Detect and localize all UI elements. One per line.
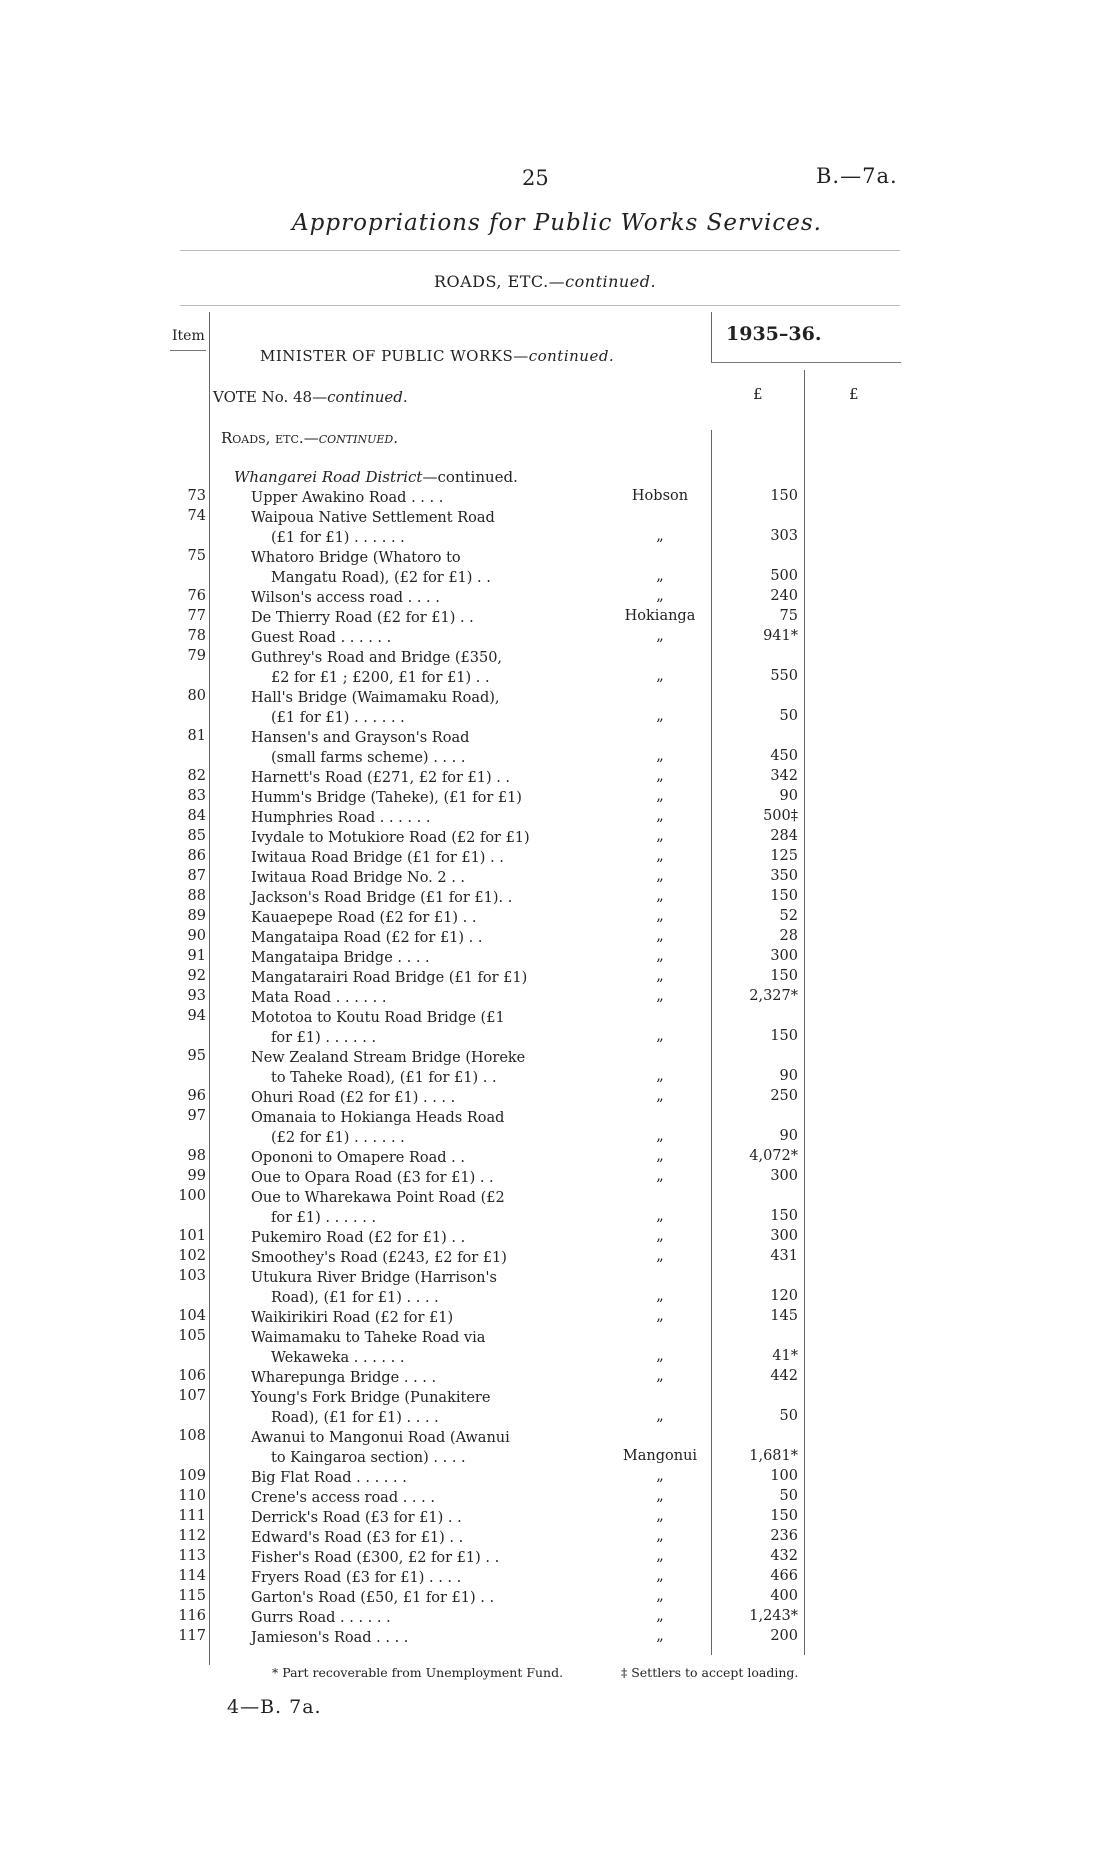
row-description xyxy=(251,648,551,688)
row-description-line: Awanui to Mangonui Road (Awanui xyxy=(251,1430,510,1446)
row-description xyxy=(251,1168,551,1188)
row-description-line: Ivydale to Motukiore Road (£2 for £1) xyxy=(251,830,530,846)
row-amount: 350 xyxy=(770,868,798,884)
item-rule xyxy=(170,350,206,351)
row-item-number: 82 xyxy=(187,768,206,784)
row-item-number: 85 xyxy=(187,828,206,844)
row-description xyxy=(251,768,551,788)
row-description xyxy=(251,1528,551,1548)
row-description-line: to Taheke Road), (£1 for £1) . . xyxy=(271,1070,497,1086)
row-amount: 550 xyxy=(770,668,798,684)
row-amount: 2,327* xyxy=(749,988,798,1004)
row-description-line: Ohuri Road (£2 for £1) . . . . xyxy=(251,1090,456,1106)
row-description-line: Oue to Wharekawa Point Road (£2 xyxy=(251,1190,505,1206)
row-district: „ xyxy=(656,848,664,864)
amount-column-right-divider xyxy=(804,370,805,1655)
row-district: „ xyxy=(656,1028,664,1044)
row-amount: 342 xyxy=(770,768,798,784)
row-description xyxy=(251,548,551,588)
row-item-number: 91 xyxy=(187,948,206,964)
row-district: „ xyxy=(656,528,664,544)
row-description xyxy=(251,788,551,808)
row-amount: 50 xyxy=(779,1408,798,1424)
row-item-number: 96 xyxy=(187,1088,206,1104)
row-amount: 941* xyxy=(763,628,798,644)
row-amount: 75 xyxy=(779,608,798,624)
row-district: „ xyxy=(656,1248,664,1264)
row-description-line: Young's Fork Bridge (Punakitere xyxy=(251,1390,491,1406)
row-district: „ xyxy=(656,1608,664,1624)
row-description-line: for £1) . . . . . . xyxy=(271,1210,377,1226)
row-description-line: Wilson's access road . . . . xyxy=(251,590,440,606)
row-description xyxy=(251,628,551,648)
row-district: Hobson xyxy=(631,488,689,504)
row-amount: 150 xyxy=(770,888,798,904)
row-amount: 240 xyxy=(770,588,798,604)
row-description xyxy=(251,588,551,608)
roads-text: Roads, etc.— xyxy=(221,429,319,447)
row-district: „ xyxy=(656,868,664,884)
row-description-line: Mangatu Road), (£2 for £1) . . xyxy=(271,570,491,586)
row-amount: 90 xyxy=(779,788,798,804)
row-district: „ xyxy=(656,788,664,804)
row-district: Mangonui xyxy=(622,1448,698,1464)
minister-italic: continued. xyxy=(528,347,615,365)
document-reference: B.—7a. xyxy=(816,164,898,188)
row-item-number: 94 xyxy=(187,1008,206,1024)
title-rule xyxy=(180,250,900,251)
row-description xyxy=(251,1008,551,1048)
row-item-number: 81 xyxy=(187,728,206,744)
row-amount: 150 xyxy=(770,1028,798,1044)
row-district: „ xyxy=(656,1088,664,1104)
row-description xyxy=(251,1568,551,1588)
row-amount: 145 xyxy=(770,1308,798,1324)
row-item-number: 114 xyxy=(178,1568,206,1584)
minister-text: MINISTER OF PUBLIC WORKS— xyxy=(260,347,529,365)
row-description xyxy=(251,1188,551,1228)
row-item-number: 95 xyxy=(187,1048,206,1064)
row-item-number: 108 xyxy=(178,1428,206,1444)
row-item-number: 103 xyxy=(178,1268,206,1284)
page-title: Appropriations for Public Works Services. xyxy=(292,210,822,236)
row-description-line: Waipoua Native Settlement Road xyxy=(251,510,495,526)
row-district: „ xyxy=(656,948,664,964)
footnote-unemployment: * Part recoverable from Unemployment Fund. xyxy=(272,1665,564,1680)
row-district: „ xyxy=(656,828,664,844)
row-amount: 150 xyxy=(770,1508,798,1524)
row-description xyxy=(251,1388,551,1428)
vote-text: VOTE No. 48— xyxy=(213,388,328,406)
row-description xyxy=(251,828,551,848)
row-amount: 1,681* xyxy=(749,1448,798,1464)
row-description xyxy=(251,1328,551,1368)
subtitle-italic: continued. xyxy=(565,272,657,291)
row-description-line: Fisher's Road (£300, £2 for £1) . . xyxy=(251,1550,500,1566)
year-column-divider xyxy=(711,312,712,363)
row-item-number: 84 xyxy=(187,808,206,824)
row-description-line: Smoothey's Road (£243, £2 for £1) xyxy=(251,1250,507,1266)
row-description-line: De Thierry Road (£2 for £1) . . xyxy=(251,610,474,626)
row-amount: 28 xyxy=(779,928,798,944)
row-description-line: New Zealand Stream Bridge (Horeke xyxy=(251,1050,526,1066)
row-amount: 90 xyxy=(779,1128,798,1144)
row-description-line: (£1 for £1) . . . . . . xyxy=(271,530,405,546)
row-amount: 120 xyxy=(770,1288,798,1304)
row-description-line: Mangatarairi Road Bridge (£1 for £1) xyxy=(251,970,528,986)
row-amount: 300 xyxy=(770,948,798,964)
row-description xyxy=(251,928,551,948)
row-district: „ xyxy=(656,1508,664,1524)
row-description xyxy=(251,508,551,548)
row-amount: 442 xyxy=(770,1368,798,1384)
row-item-number: 106 xyxy=(178,1368,206,1384)
row-item-number: 97 xyxy=(187,1108,206,1124)
row-item-number: 78 xyxy=(187,628,206,644)
row-description-line: Edward's Road (£3 for £1) . . xyxy=(251,1530,464,1546)
row-description-line: Omanaia to Hokianga Heads Road xyxy=(251,1110,505,1126)
row-item-number: 83 xyxy=(187,788,206,804)
row-item-number: 87 xyxy=(187,868,206,884)
row-description xyxy=(251,1368,551,1388)
row-description-line: Utukura River Bridge (Harrison's xyxy=(251,1270,497,1286)
row-description xyxy=(251,988,551,1008)
row-description xyxy=(251,1628,551,1648)
row-district: „ xyxy=(656,968,664,984)
row-district: „ xyxy=(656,928,664,944)
item-column-divider xyxy=(209,312,210,1665)
district-name: Whangarei Road District xyxy=(234,468,423,486)
row-amount: 450 xyxy=(770,748,798,764)
row-amount: 236 xyxy=(770,1528,798,1544)
row-item-number: 73 xyxy=(187,488,206,504)
row-district: „ xyxy=(656,748,664,764)
row-description-line: Mangataipa Bridge . . . . xyxy=(251,950,430,966)
row-item-number: 92 xyxy=(187,968,206,984)
row-amount: 100 xyxy=(770,1468,798,1484)
header-rule xyxy=(180,305,900,306)
row-amount: 50 xyxy=(779,708,798,724)
row-amount: 150 xyxy=(770,488,798,504)
row-amount: 284 xyxy=(770,828,798,844)
row-description-line: Jamieson's Road . . . . xyxy=(251,1630,409,1646)
currency-symbol-1: £ xyxy=(753,385,763,403)
row-description-line: Hansen's and Grayson's Road xyxy=(251,730,470,746)
row-item-number: 102 xyxy=(178,1248,206,1264)
row-amount: 150 xyxy=(770,1208,798,1224)
row-description-line: Waimamaku to Taheke Road via xyxy=(251,1330,486,1346)
row-description-line: to Kaingaroa section) . . . . xyxy=(271,1450,466,1466)
row-amount: 400 xyxy=(770,1588,798,1604)
year-column-header: 1935–36. xyxy=(726,323,822,345)
row-item-number: 90 xyxy=(187,928,206,944)
row-item-number: 86 xyxy=(187,848,206,864)
row-district: „ xyxy=(656,1528,664,1544)
row-description-line: Kauaepepe Road (£2 for £1) . . xyxy=(251,910,477,926)
row-district: Hokianga xyxy=(624,608,696,624)
row-amount: 90 xyxy=(779,1068,798,1084)
row-description xyxy=(251,1248,551,1268)
subtitle-text: ROADS, ETC.— xyxy=(433,272,566,291)
row-description xyxy=(251,868,551,888)
district-suffix: —continued. xyxy=(422,468,518,486)
row-district: „ xyxy=(656,1568,664,1584)
row-description-line: Hall's Bridge (Waimamaku Road), xyxy=(251,690,500,706)
row-description xyxy=(251,1508,551,1528)
row-description-line: Upper Awakino Road . . . . xyxy=(251,490,444,506)
row-description-line: £2 for £1 ; £200, £1 for £1) . . xyxy=(271,670,490,686)
row-amount: 200 xyxy=(770,1628,798,1644)
row-description xyxy=(251,608,551,628)
row-description-line: Iwitaua Road Bridge (£1 for £1) . . xyxy=(251,850,504,866)
row-description xyxy=(251,1268,551,1308)
row-description xyxy=(251,908,551,928)
row-amount: 300 xyxy=(770,1228,798,1244)
district-heading xyxy=(234,468,518,486)
row-description-line: Whatoro Bridge (Whatoro to xyxy=(251,550,461,566)
row-amount: 1,243* xyxy=(749,1608,798,1624)
row-item-number: 99 xyxy=(187,1168,206,1184)
row-item-number: 79 xyxy=(187,648,206,664)
section-subtitle xyxy=(0,272,1090,291)
row-district: „ xyxy=(656,1228,664,1244)
row-item-number: 105 xyxy=(178,1328,206,1344)
row-description-line: Road), (£1 for £1) . . . . xyxy=(271,1410,439,1426)
footer-page-marker: 4—B. 7a. xyxy=(227,1696,322,1718)
vote-heading xyxy=(213,388,408,406)
row-district: „ xyxy=(656,888,664,904)
row-district: „ xyxy=(656,808,664,824)
row-description xyxy=(251,1148,551,1168)
row-description xyxy=(251,1048,551,1088)
row-district: „ xyxy=(656,768,664,784)
row-description xyxy=(251,1488,551,1508)
row-description-line: (£2 for £1) . . . . . . xyxy=(271,1130,405,1146)
row-description-line: for £1) . . . . . . xyxy=(271,1030,377,1046)
amount-column-left-divider xyxy=(711,430,712,1655)
row-description xyxy=(251,1608,551,1628)
row-amount: 466 xyxy=(770,1568,798,1584)
row-district: „ xyxy=(656,1588,664,1604)
row-description xyxy=(251,1088,551,1108)
row-district: „ xyxy=(656,1308,664,1324)
row-item-number: 98 xyxy=(187,1148,206,1164)
row-description-line: Fryers Road (£3 for £1) . . . . xyxy=(251,1570,462,1586)
row-item-number: 80 xyxy=(187,688,206,704)
roads-heading xyxy=(221,429,398,447)
currency-symbol-2: £ xyxy=(849,385,859,403)
row-item-number: 107 xyxy=(178,1388,206,1404)
row-description-line: Mangataipa Road (£2 for £1) . . xyxy=(251,930,483,946)
row-description-line: Waikirikiri Road (£2 for £1) xyxy=(251,1310,454,1326)
row-description-line: Crene's access road . . . . xyxy=(251,1490,435,1506)
row-item-number: 115 xyxy=(178,1588,206,1604)
page-number: 25 xyxy=(522,166,549,190)
row-item-number: 113 xyxy=(178,1548,206,1564)
row-description xyxy=(251,1108,551,1148)
row-description-line: Road), (£1 for £1) . . . . xyxy=(271,1290,439,1306)
row-district: „ xyxy=(656,1628,664,1644)
row-description-line: Humm's Bridge (Taheke), (£1 for £1) xyxy=(251,790,522,806)
row-description-line: Mata Road . . . . . . xyxy=(251,990,387,1006)
row-description xyxy=(251,1588,551,1608)
row-amount: 303 xyxy=(770,528,798,544)
row-amount: 500 xyxy=(770,568,798,584)
row-item-number: 117 xyxy=(178,1628,206,1644)
row-district: „ xyxy=(656,588,664,604)
row-description-line: Humphries Road . . . . . . xyxy=(251,810,431,826)
row-item-number: 75 xyxy=(187,548,206,564)
row-item-number: 89 xyxy=(187,908,206,924)
row-description xyxy=(251,1228,551,1248)
row-description xyxy=(251,808,551,828)
row-district: „ xyxy=(656,1128,664,1144)
row-description xyxy=(251,1308,551,1328)
row-district: „ xyxy=(656,668,664,684)
row-description-line: Oue to Opara Road (£3 for £1) . . xyxy=(251,1170,494,1186)
row-item-number: 74 xyxy=(187,508,206,524)
row-amount: 431 xyxy=(770,1248,798,1264)
row-amount: 150 xyxy=(770,968,798,984)
row-item-number: 116 xyxy=(178,1608,206,1624)
row-district: „ xyxy=(656,988,664,1004)
row-description-line: Derrick's Road (£3 for £1) . . xyxy=(251,1510,462,1526)
row-amount: 300 xyxy=(770,1168,798,1184)
row-description xyxy=(251,1468,551,1488)
row-amount: 50 xyxy=(779,1488,798,1504)
row-description-line: Mototoa to Koutu Road Bridge (£1 xyxy=(251,1010,505,1026)
row-description xyxy=(251,1428,551,1468)
row-description-line: Gurrs Road . . . . . . xyxy=(251,1610,391,1626)
row-district: „ xyxy=(656,1208,664,1224)
row-district: „ xyxy=(656,1368,664,1384)
row-description xyxy=(251,888,551,908)
row-description-line: Iwitaua Road Bridge No. 2 . . xyxy=(251,870,466,886)
row-description xyxy=(251,848,551,868)
roads-italic: continued. xyxy=(318,429,398,447)
row-description xyxy=(251,1548,551,1568)
row-district: „ xyxy=(656,1168,664,1184)
row-item-number: 93 xyxy=(187,988,206,1004)
row-item-number: 112 xyxy=(178,1528,206,1544)
row-district: „ xyxy=(656,568,664,584)
row-description-line: Jackson's Road Bridge (£1 for £1). . xyxy=(251,890,513,906)
row-item-number: 100 xyxy=(178,1188,206,1204)
row-amount: 125 xyxy=(770,848,798,864)
row-description-line: Wekaweka . . . . . . xyxy=(271,1350,405,1366)
row-district: „ xyxy=(656,1068,664,1084)
vote-italic: continued. xyxy=(327,388,408,406)
row-amount: 4,072* xyxy=(749,1148,798,1164)
row-description xyxy=(251,948,551,968)
row-description xyxy=(251,728,551,768)
row-district: „ xyxy=(656,1148,664,1164)
row-amount: 500‡ xyxy=(763,808,798,824)
row-description-line: Harnett's Road (£271, £2 for £1) . . xyxy=(251,770,511,786)
row-description-line: Garton's Road (£50, £1 for £1) . . xyxy=(251,1590,495,1606)
row-description xyxy=(251,968,551,988)
row-district: „ xyxy=(656,1288,664,1304)
row-district: „ xyxy=(656,628,664,644)
row-item-number: 110 xyxy=(178,1488,206,1504)
row-description-line: Wharepunga Bridge . . . . xyxy=(251,1370,437,1386)
row-district: „ xyxy=(656,908,664,924)
row-item-number: 109 xyxy=(178,1468,206,1484)
row-item-number: 88 xyxy=(187,888,206,904)
minister-heading xyxy=(260,347,614,365)
row-description-line: Guthrey's Road and Bridge (£350, xyxy=(251,650,503,666)
row-item-number: 111 xyxy=(178,1508,206,1524)
row-item-number: 101 xyxy=(178,1228,206,1244)
row-district: „ xyxy=(656,1488,664,1504)
row-item-number: 77 xyxy=(187,608,206,624)
row-description-line: Opononi to Omapere Road . . xyxy=(251,1150,465,1166)
row-amount: 432 xyxy=(770,1548,798,1564)
year-rule xyxy=(711,362,901,363)
item-column-header: Item xyxy=(172,328,205,344)
row-item-number: 76 xyxy=(187,588,206,604)
row-description-line: Guest Road . . . . . . xyxy=(251,630,392,646)
row-district: „ xyxy=(656,1548,664,1564)
row-amount: 250 xyxy=(770,1088,798,1104)
row-description-line: (small farms scheme) . . . . xyxy=(271,750,466,766)
row-description-line: Big Flat Road . . . . . . xyxy=(251,1470,407,1486)
row-district: „ xyxy=(656,1408,664,1424)
row-district: „ xyxy=(656,1348,664,1364)
footnote-settlers: ‡ Settlers to accept loading. xyxy=(621,1665,799,1680)
row-item-number: 104 xyxy=(178,1308,206,1324)
row-amount: 41* xyxy=(772,1348,798,1364)
row-district: „ xyxy=(656,1468,664,1484)
row-description xyxy=(251,688,551,728)
row-description-line: Pukemiro Road (£2 for £1) . . xyxy=(251,1230,466,1246)
row-description-line: (£1 for £1) . . . . . . xyxy=(271,710,405,726)
row-description xyxy=(251,488,551,508)
row-district: „ xyxy=(656,708,664,724)
row-amount: 52 xyxy=(779,908,798,924)
